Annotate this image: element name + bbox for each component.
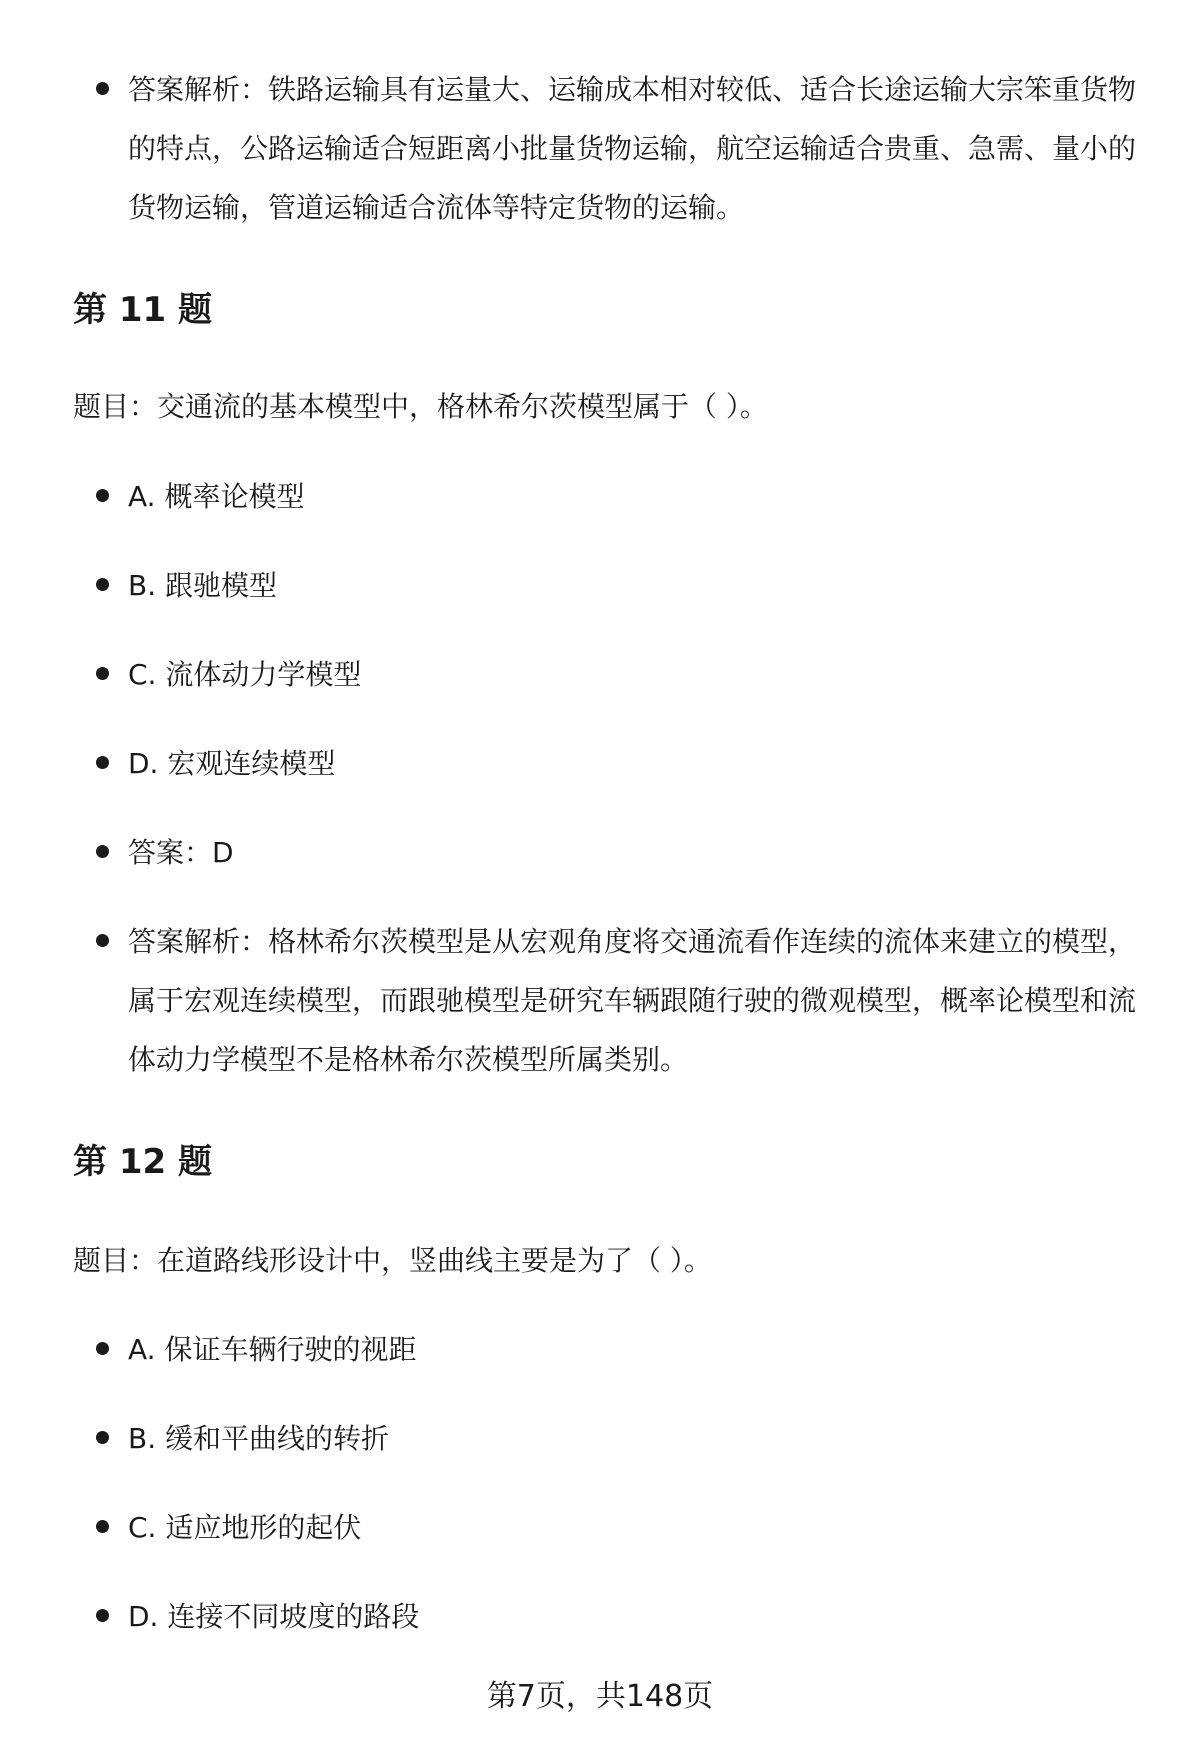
explanation-text: 答案解析：铁路运输具有运量大、运输成本相对较低、适合长途运输大宗笨重货物的特点，公路运输适合短距离小批量货物运输，航空运输适合贵重、急需、量小的货物运输，管道运输适合流体等特定货物的运输。 <box>128 73 1137 224</box>
bullet-icon <box>96 1609 109 1622</box>
bullet-icon <box>96 756 109 769</box>
bullet-icon <box>96 489 109 502</box>
bullet-icon <box>96 82 109 95</box>
bullet-icon <box>96 667 109 680</box>
prev-explanation-item <box>96 60 1146 237</box>
q11-answer: 答案：D <box>96 823 1146 882</box>
page-number: 第7页，共148页 <box>486 1679 714 1714</box>
question-11-stem: 题目：交通流的基本模型中，格林希尔茨模型属于（ ）。 <box>73 390 768 423</box>
bullet-icon <box>96 845 109 858</box>
q11-option-d: D. 宏观连续模型 <box>96 734 1146 793</box>
bullet-icon <box>96 1520 109 1533</box>
bullet-icon <box>96 1342 109 1355</box>
bullet-icon <box>96 934 109 947</box>
q11-option-a: A. 概率论模型 <box>96 467 1146 526</box>
bullet-icon <box>96 1431 109 1444</box>
bullet-icon <box>96 578 109 591</box>
question-12-stem: 题目：在道路线形设计中，竖曲线主要是为了（ ）。 <box>73 1244 712 1277</box>
q11-explanation: 答案解析：格林希尔茨模型是从宏观角度将交通流看作连续的流体来建立的模型，属于宏观连续模型，而跟驰模型是研究车辆跟随行驶的微观模型，概率论模型和流体动力学模型不是格林希尔茨模型所属类别。 <box>96 912 1146 1089</box>
q11-option-c: C. 流体动力学模型 <box>96 645 1146 704</box>
q12-option-a: A. 保证车辆行驶的视距 <box>96 1320 1146 1379</box>
q12-option-b: B. 缓和平曲线的转折 <box>96 1409 1146 1468</box>
q11-option-b: B. 跟驰模型 <box>96 556 1146 615</box>
question-12-heading: 第 12 题 <box>73 1142 212 1182</box>
question-11-heading: 第 11 题 <box>73 290 212 330</box>
q12-option-d: D. 连接不同坡度的路段 <box>96 1587 1146 1646</box>
q12-option-c: C. 适应地形的起伏 <box>96 1498 1146 1557</box>
